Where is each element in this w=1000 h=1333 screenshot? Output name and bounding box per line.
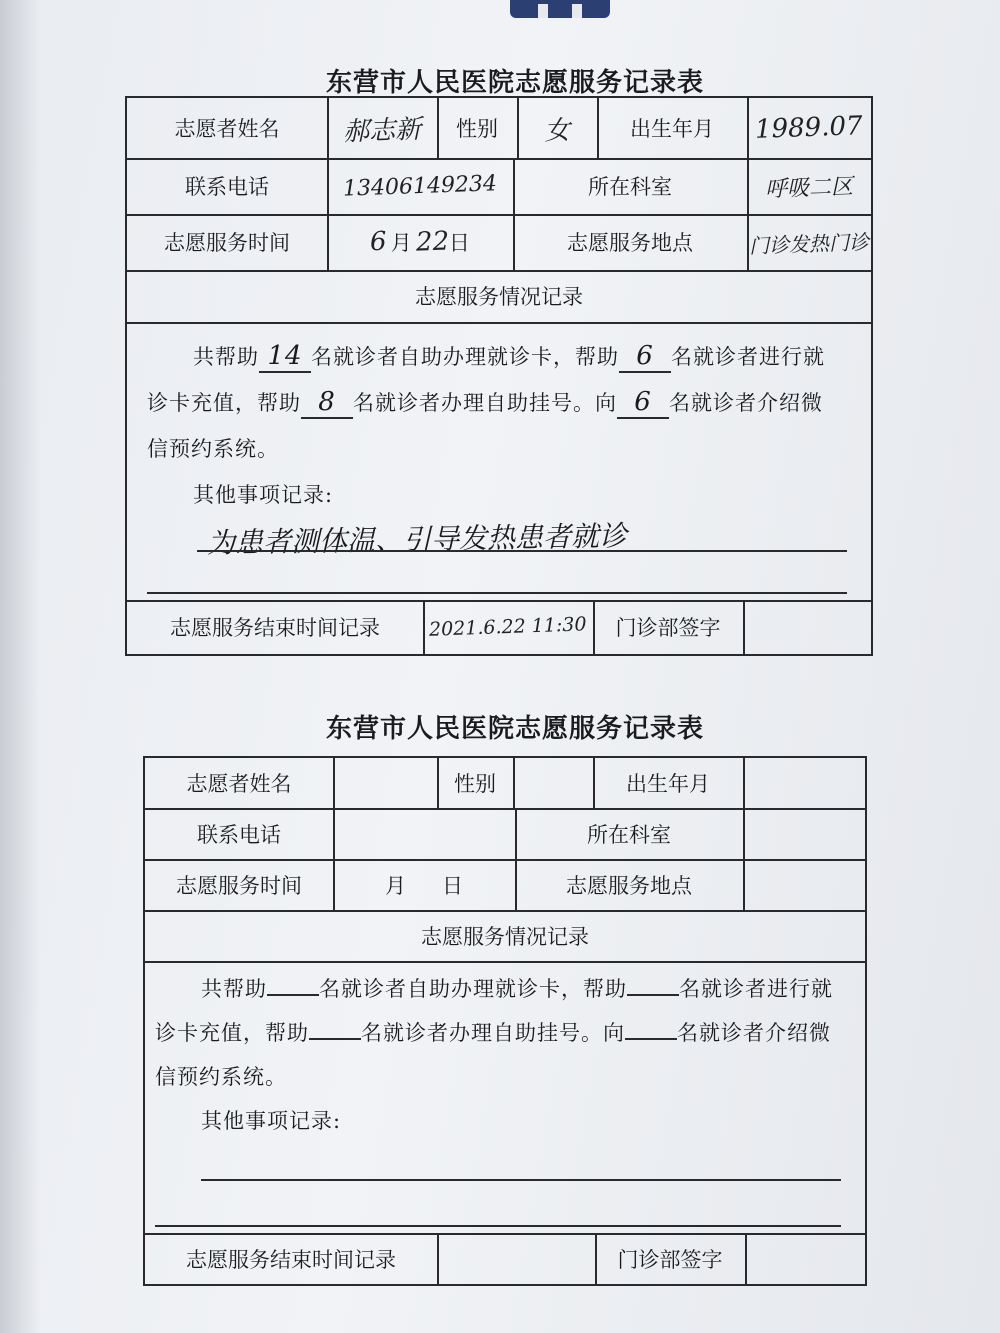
value-name-2[interactable] (333, 758, 439, 808)
phone-handwritten: 13406149234 (342, 170, 498, 202)
page-edge-shadow (0, 0, 40, 1333)
form-title-1: 东营市人民医院志愿服务记录表 (325, 68, 704, 98)
value-name[interactable] (327, 98, 439, 158)
value-gender[interactable] (517, 98, 599, 158)
sentence-line-2-2: 诊卡充值，帮助 名就诊者办理自助挂号。向 名就诊者介绍微 (155, 1021, 831, 1045)
day-handwritten: 22 (415, 226, 450, 258)
other-label-2: 其他事项记录: (201, 1109, 342, 1133)
value-gender-2[interactable] (513, 758, 595, 808)
value-department-2[interactable] (743, 808, 865, 859)
label-department-2: 所在科室 (515, 808, 745, 859)
label-end-time-2: 志愿服务结束时间记录 (145, 1233, 439, 1284)
record-body-2 (145, 961, 865, 1235)
sentence-line-1: 共帮助 14 名就诊者自助办理就诊卡，帮助 6 名就诊者进行就 (193, 341, 825, 371)
month-handwritten: 6 (369, 226, 388, 258)
other-note-line-1 (197, 550, 847, 552)
blank-wechat-count[interactable]: 6 (617, 387, 669, 419)
row-end-time-2 (145, 1233, 865, 1284)
record-header: 志愿服务情况记录 (415, 285, 583, 309)
label-phone: 联系电话 (127, 158, 329, 214)
label-department: 所在科室 (513, 158, 749, 214)
label-name: 志愿者姓名 (127, 98, 329, 158)
row-record-header (127, 270, 871, 324)
month-label-2: 月 (385, 873, 406, 898)
other-note-handwritten[interactable]: 为患者测体温、引导发热患者就诊 (206, 519, 628, 560)
month-label: 月 (390, 231, 412, 255)
birth-handwritten: 1989.07 (754, 111, 864, 145)
value-phone-2[interactable] (333, 808, 517, 859)
other-label: 其他事项记录: (193, 483, 334, 507)
other-note-line-2 (147, 592, 847, 594)
label-gender: 性别 (437, 98, 519, 158)
record-header-2: 志愿服务情况记录 (421, 924, 589, 949)
form-title-2: 东营市人民医院志愿服务记录表 (325, 714, 704, 744)
blank-recharge-count[interactable]: 6 (619, 341, 671, 373)
record-form-2 (143, 756, 867, 1286)
row-service-time (127, 214, 871, 272)
label-signature: 门诊部签字 (593, 600, 745, 654)
place-handwritten: 门诊发热门诊 (748, 229, 870, 258)
blank-register-count[interactable]: 8 (301, 387, 353, 419)
sentence-line-3: 信预约系统。 (147, 437, 279, 461)
department-handwritten: 呼吸二区 (764, 173, 854, 203)
blank-register-count-2[interactable] (309, 1038, 361, 1040)
other-note-line-2-2 (155, 1225, 841, 1227)
record-body (127, 322, 871, 602)
row-end-time (127, 600, 871, 654)
row-name-2 (145, 758, 865, 810)
binder-clip (510, 0, 610, 18)
value-service-date-2[interactable] (333, 859, 517, 910)
blank-card-count-2[interactable] (267, 994, 319, 996)
row-record-header-2 (145, 910, 865, 963)
label-birth: 出生年月 (597, 98, 749, 158)
value-phone[interactable] (327, 158, 515, 214)
name-handwritten: 郝志新 (342, 114, 422, 147)
value-signature-2[interactable] (745, 1233, 865, 1284)
label-birth-2: 出生年月 (593, 758, 745, 808)
value-birth-2[interactable] (743, 758, 865, 808)
label-service-time-2: 志愿服务时间 (145, 859, 335, 910)
value-end-time-2[interactable] (437, 1233, 597, 1284)
sentence-line-2: 诊卡充值，帮助 8 名就诊者办理自助挂号。向 6 名就诊者介绍微 (147, 387, 823, 417)
label-phone-2: 联系电话 (145, 808, 335, 859)
row-service-time-2 (145, 859, 865, 912)
label-signature-2: 门诊部签字 (595, 1233, 747, 1284)
blank-recharge-count-2[interactable] (627, 994, 679, 996)
row-phone (127, 158, 871, 216)
other-note-line-1-2 (201, 1179, 841, 1181)
label-gender-2: 性别 (437, 758, 515, 808)
sentence-line-1-2: 共帮助 名就诊者自助办理就诊卡，帮助 名就诊者进行就 (201, 977, 833, 1001)
row-name (127, 98, 871, 160)
value-signature[interactable] (743, 600, 871, 654)
day-label: 日 (448, 231, 470, 255)
blank-card-count[interactable]: 14 (259, 341, 311, 373)
record-form-1 (125, 96, 873, 656)
label-name-2: 志愿者姓名 (145, 758, 335, 808)
gender-handwritten: 女 (543, 115, 571, 146)
blank-wechat-count-2[interactable] (625, 1038, 677, 1040)
row-phone-2 (145, 808, 865, 861)
value-end-time[interactable] (423, 600, 595, 654)
day-label-2: 日 (442, 873, 463, 898)
sentence-line-3-2: 信预约系统。 (155, 1065, 287, 1089)
label-service-time: 志愿服务时间 (127, 214, 329, 270)
value-birth[interactable] (747, 98, 871, 158)
value-service-date[interactable] (327, 214, 515, 270)
end-time-handwritten: 2021.6.22 11:30 (428, 613, 588, 641)
label-service-place: 志愿服务地点 (513, 214, 749, 270)
value-department[interactable] (747, 158, 871, 214)
value-service-place-2[interactable] (743, 859, 865, 910)
label-service-place-2: 志愿服务地点 (515, 859, 745, 910)
label-end-time: 志愿服务结束时间记录 (127, 600, 425, 654)
value-service-place[interactable] (747, 214, 871, 270)
